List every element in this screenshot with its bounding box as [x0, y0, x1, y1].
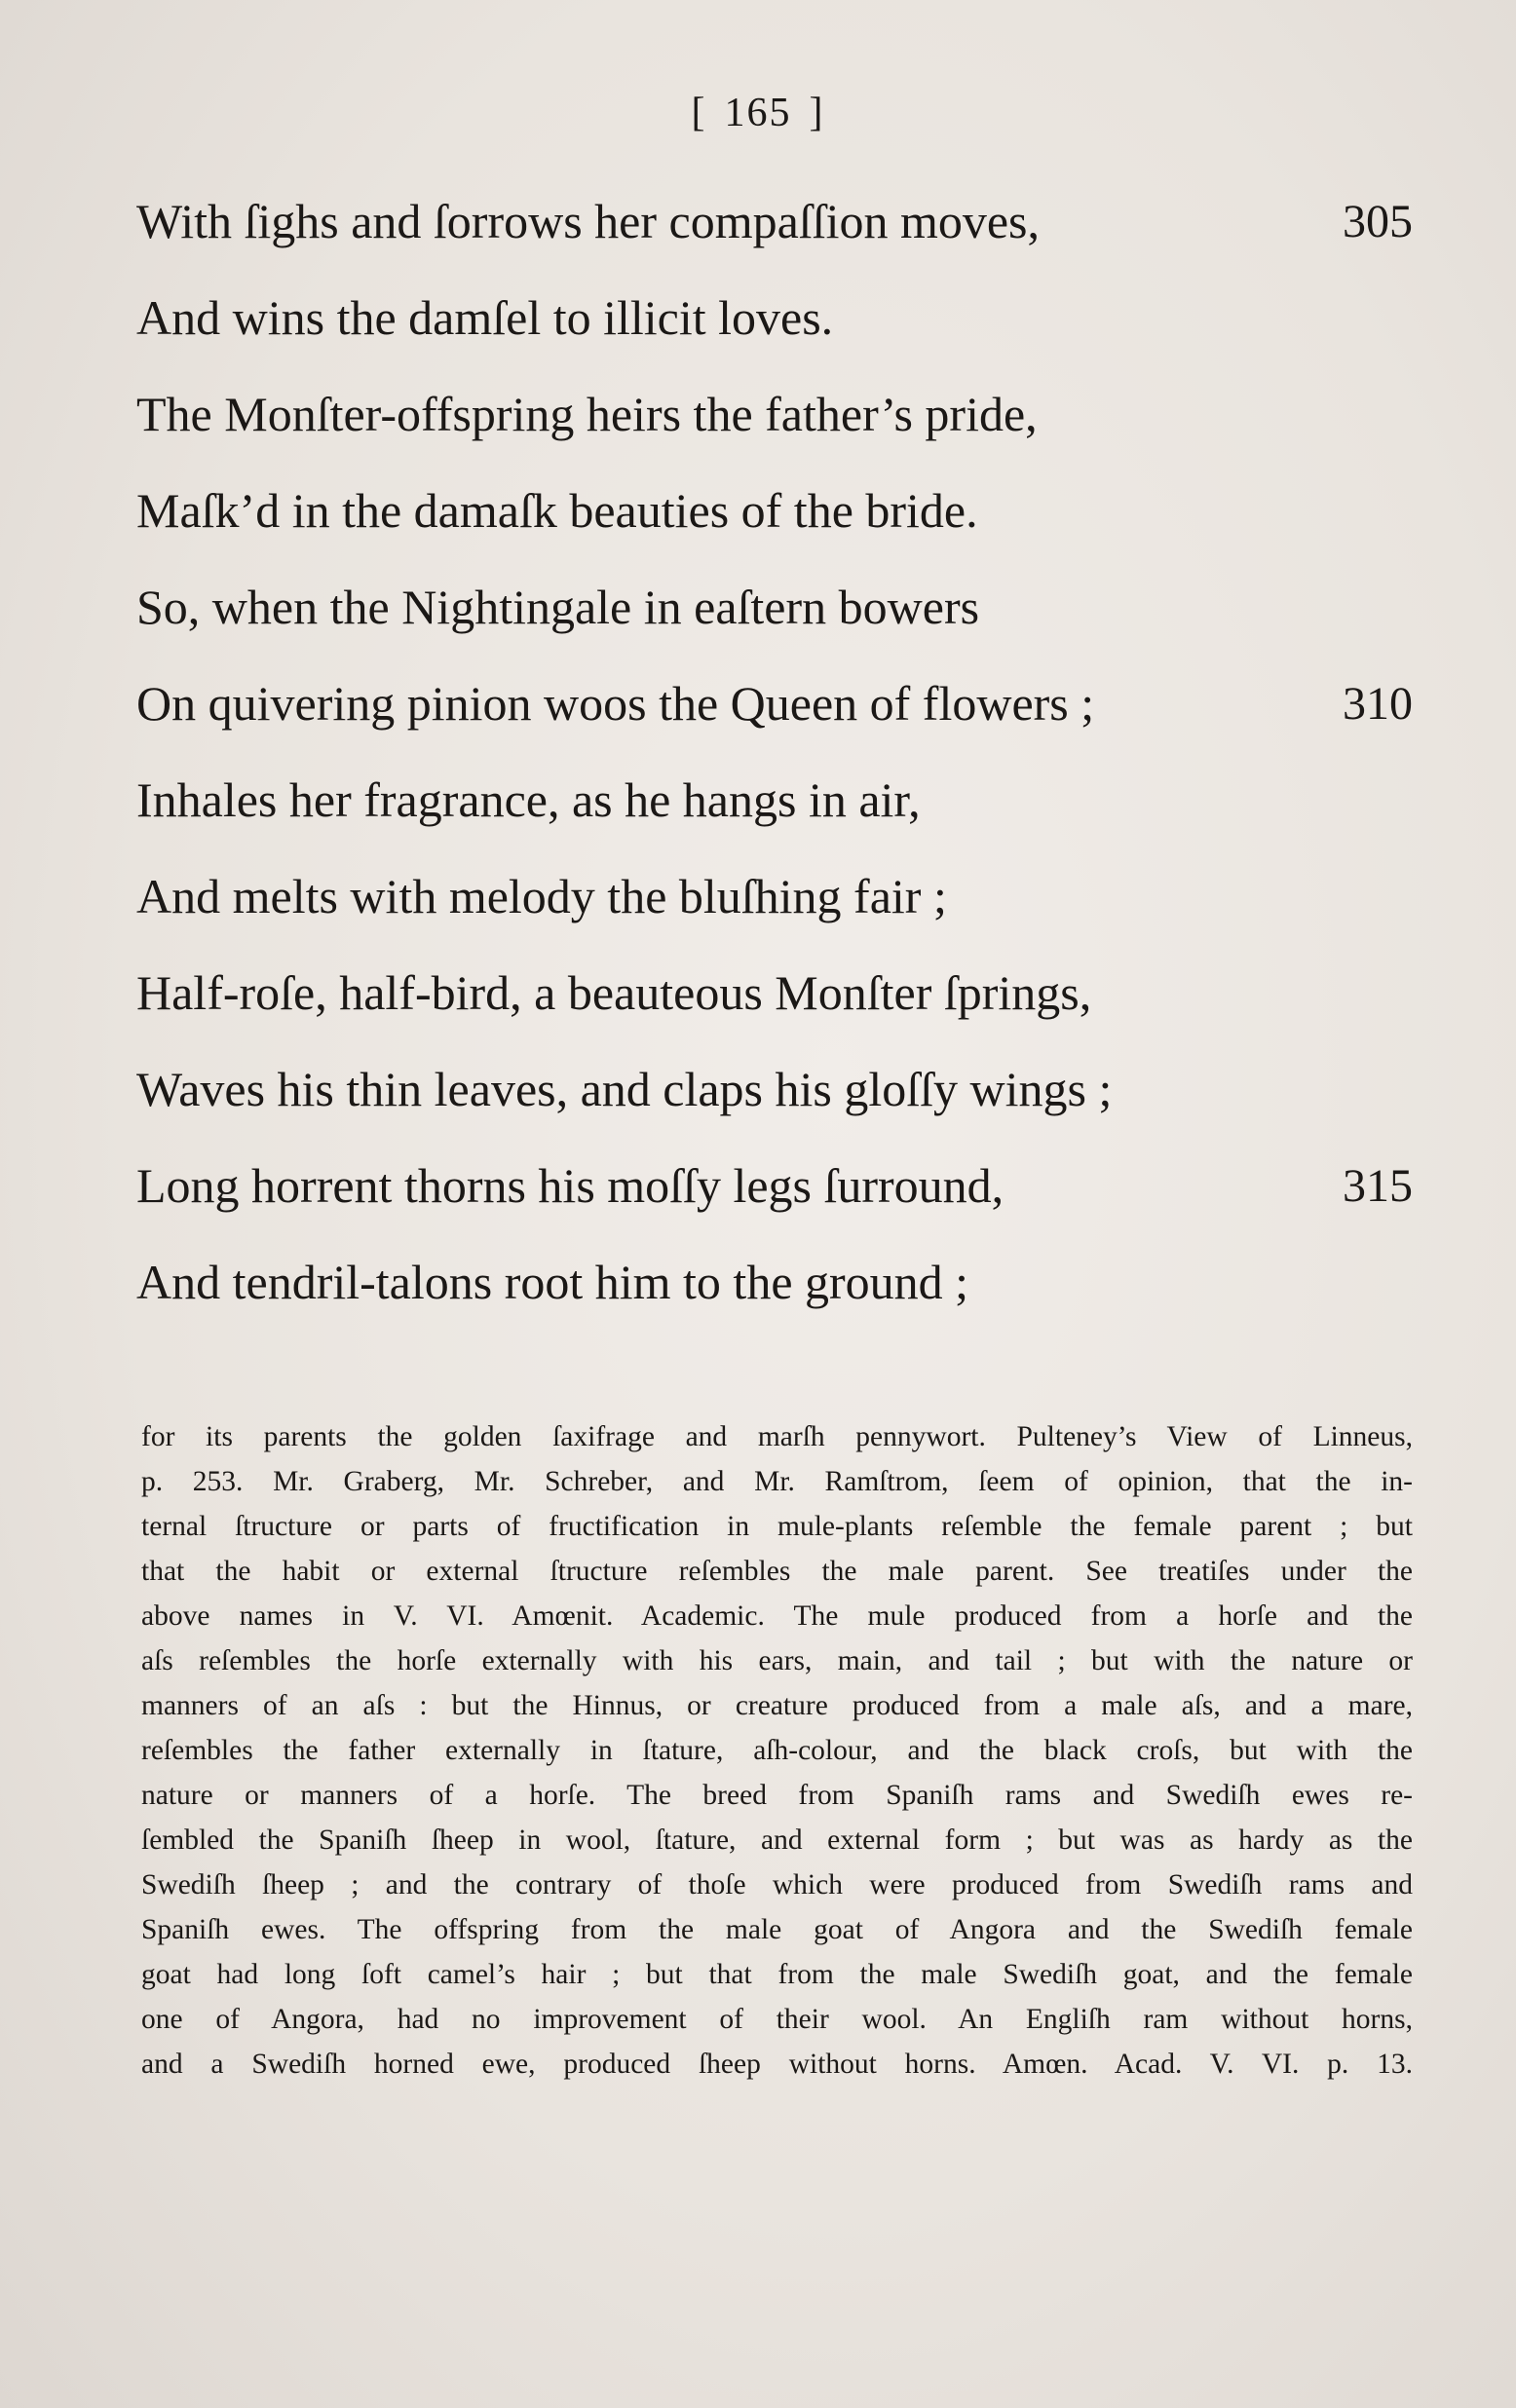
verse-line [136, 1041, 1413, 1138]
verse-line-text: Inhales her fragrance, as he hangs in air, [136, 772, 921, 827]
footnote-line: ternal ſtructure or parts of fructification in mule-plants reſemble the female parent ; but [141, 1511, 1413, 1542]
header-close-bracket: ] [809, 91, 825, 135]
verse-line-text: And wins the damſel to illicit loves. [136, 290, 834, 345]
verse-line [136, 1138, 1413, 1234]
verse-line [136, 173, 1413, 270]
page-header [0, 90, 1516, 136]
line-number: 315 [1343, 1160, 1413, 1212]
footnote-line: Swediſh ſheep ; and the contrary of thoſe which were produced from Swediſh rams and [141, 1869, 1413, 1900]
verse-line [136, 463, 1413, 559]
footnote-line: above names in V. VI. Amœnit. Academic. The mule produced from a horſe and the [141, 1600, 1413, 1632]
verse-line [136, 848, 1413, 945]
footnote [141, 1414, 1413, 2087]
verse-line-text: Maſk’d in the damaſk beauties of the bride. [136, 483, 978, 538]
footnote-line: for its parents the golden ſaxifrage and marſh pennywort. Pulteney’s View of Linneus, [141, 1421, 1413, 1452]
verse-line [136, 270, 1413, 366]
verse-line-text: And tendril-talons root him to the ground ; [136, 1255, 969, 1309]
verse-line-text: The Monſter-offspring heirs the father’s pride, [136, 387, 1038, 441]
footnote-line: reſembles the father externally in ſtature, aſh-colour, and the black croſs, but with the [141, 1735, 1413, 1766]
header-open-bracket: [ [691, 91, 707, 135]
verse-line-text: Long horrent thorns his moſſy legs ſurround, [136, 1158, 1004, 1213]
verse-line [136, 1234, 1413, 1331]
footnote-line: manners of an aſs : but the Hinnus, or creature produced from a male aſs, and a mare, [141, 1690, 1413, 1721]
footnote-line: and a Swediſh horned ewe, produced ſheep without horns. Amœn. Acad. V. VI. p. 13. [141, 2049, 1413, 2080]
footnote-line: aſs reſembles the horſe externally with his ears, main, and tail ; but with the nature or [141, 1645, 1413, 1676]
verse-line [136, 945, 1413, 1041]
verse-line [136, 752, 1413, 848]
footnote-line: one of Angora, had no improvement of their wool. An Engliſh ram without horns, [141, 2004, 1413, 2035]
verse-line [136, 366, 1413, 463]
verse-line [136, 656, 1413, 752]
footnote-line: Spaniſh ewes. The offspring from the male goat of Angora and the Swediſh female [141, 1914, 1413, 1945]
footnote-line: nature or manners of a horſe. The breed from Spaniſh rams and Swediſh ewes re- [141, 1780, 1413, 1811]
verse-line-text: Half-roſe, half-bird, a beauteous Monſter ſprings, [136, 965, 1092, 1020]
footnote-line: p. 253. Mr. Graberg, Mr. Schreber, and Mr. Ramſtrom, ſeem of opinion, that the in- [141, 1466, 1413, 1497]
footnote-line: goat had long ſoft camel’s hair ; but that from the male Swediſh goat, and the female [141, 1959, 1413, 1990]
verse-line-text: On quivering pinion woos the Queen of flowers ; [136, 676, 1095, 731]
footnote-line: that the habit or external ſtructure reſembles the male parent. See treatiſes under the [141, 1556, 1413, 1587]
verse-line-text: With ſighs and ſorrows her compaſſion moves, [136, 194, 1041, 248]
footnote-line: ſembled the Spaniſh ſheep in wool, ſtature, and external form ; but was as hardy as the [141, 1825, 1413, 1856]
line-number: 305 [1343, 196, 1413, 247]
verse-line-text: And melts with melody the bluſhing fair ; [136, 869, 947, 923]
page-number: 165 [724, 91, 792, 135]
verse-block [136, 173, 1413, 1331]
line-number: 310 [1343, 678, 1413, 730]
verse-line-text: So, when the Nightingale in eaſtern bowers [136, 580, 980, 634]
verse-line-text: Waves his thin leaves, and claps his gloſſy wings ; [136, 1062, 1113, 1116]
verse-line [136, 559, 1413, 656]
